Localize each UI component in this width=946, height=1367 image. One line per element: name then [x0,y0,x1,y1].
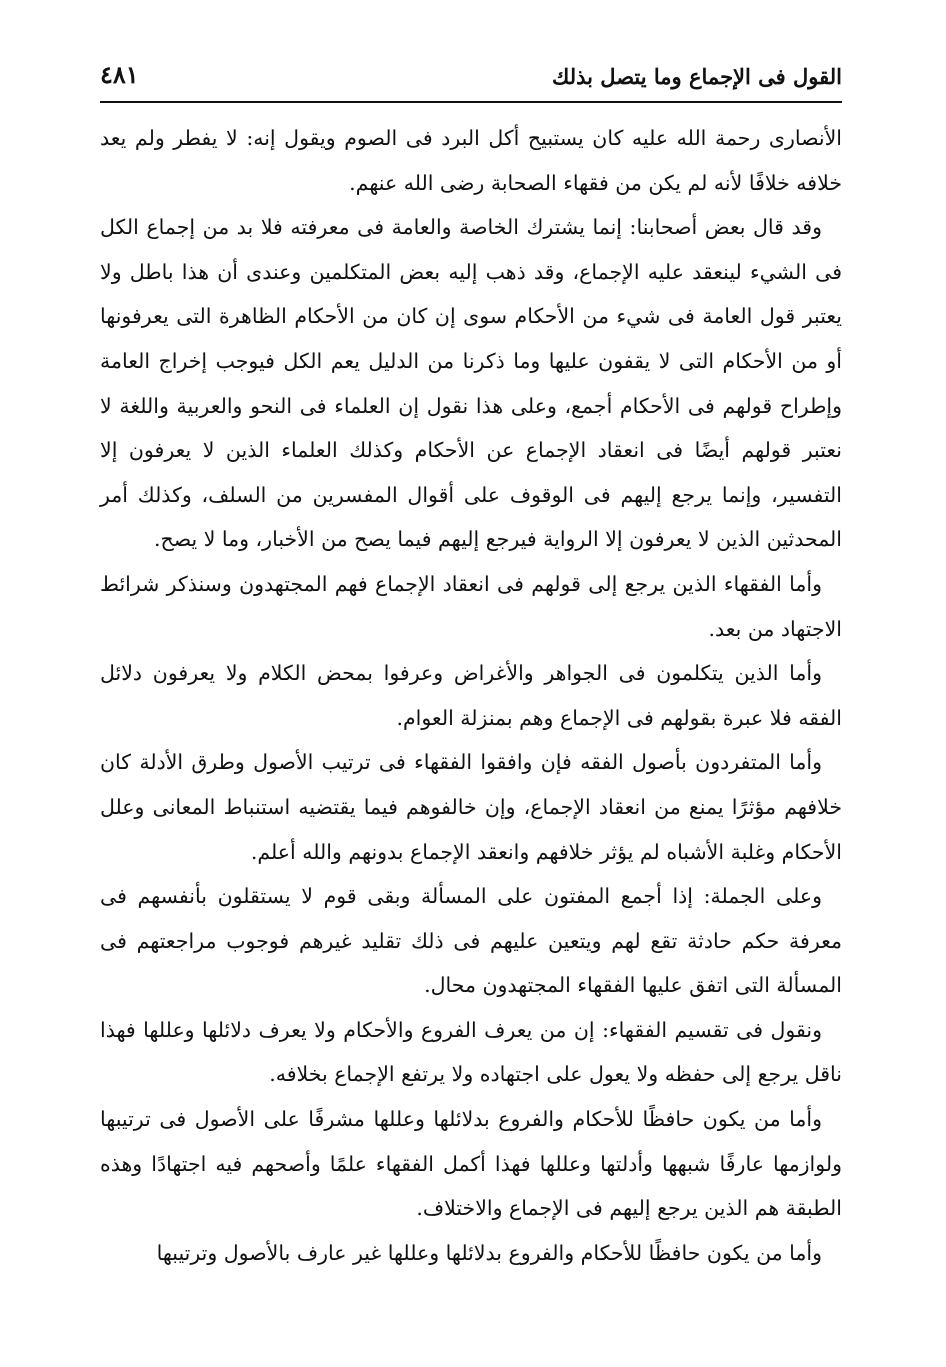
paragraph: الأنصارى رحمة الله عليه كان يستبيح أكل البرد فى الصوم ويقول إنه: لا يفطر ولم يعد خلافه خلافًا لأنه لم يكن من فقهاء الصحابة رضى الله عنهم. [100,126,842,195]
paragraph: وأما المتفردون بأصول الفقه فإن وافقوا الفقهاء فى ترتيب الأصول وطرق الأدلة كان خلافهم مؤثرًا يمنع من انعقاد الإجماع، وإن خالفوهم فيما يقتضيه استنباط المعانى وعلل الأحكام وغلبة الأشباه لم يؤثر خلافهم وانعقد الإجماع بدونهم والله أعلم. [100,750,842,864]
running-title: القول فى الإجماع وما يتصل بذلك [552,64,842,89]
paragraph: ونقول فى تقسيم الفقهاء: إن من يعرف الفروع والأحكام ولا يعرف دلائلها وعللها فهذا ناقل يرجع إلى حفظه ولا يعول على اجتهاده ولا يرتفع الإجماع بخلافه. [100,1017,842,1087]
paragraph: وأما من يكون حافظًا للأحكام والفروع بدلائلها وعللها مشرفًا على الأصول فى ترتيبها ولوازمها عارفًا شبهها وأدلتها وعللها فهذا أكمل الفقهاء علمًا وأصحهم فيه اجتهادًا وهذه الطبقة هم الذين يرجع إليهم فى الإجماع والاختلاف. [100,1107,842,1221]
paragraph: وقد قال بعض أصحابنا: إنما يشترك الخاصة والعامة فى معرفته فلا بد من إجماع الكل فى الشيء لينعقد عليه الإجماع، وقد ذهب إليه بعض المتكلمين وعندى أن هذا باطل ولا يعتبر قول العامة فى شيء من الأحكام سوى إن كان من الأحكام الظاهرة التى يعرفونها أو من الأحكام التى لا يقفون عليها وما ذكرنا من الدليل يعم الكل فيوجب إخراج العامة وإطراح قولهم فى الأحكام أجمع، وعلى هذا نقول إن العلماء فى النحو والعربية واللغة لا نعتبر قولهم أيضًا فى انعقاد الإجماع عن الأحكام وكذلك العلماء الذين لا يعرفون إلا التفسير، وإنما يرجع إليهم فى الوقوف على أقوال المفسرين من السلف، وكذلك أمر المحدثين الذين لا يعرفون إلا الرواية فيرجع إليهم فيما يصح من الأخبار، وما لا يصح. [100,215,842,552]
paragraph: وأما الذين يتكلمون فى الجواهر والأغراض وعرفوا بمحض الكلام ولا يعرفون دلائل الفقه فلا عبرة بقولهم فى الإجماع وهم بمنزلة العوام. [100,661,842,730]
header-rule [100,101,842,103]
page-number: ٤٨١ [100,60,139,89]
body-text [100,116,842,1275]
paragraph: وعلى الجملة: إذا أجمع المفتون على المسألة وبقى قوم لا يستقلون بأنفسهم فى معرفة حكم حادثة تقع لهم ويتعين عليهم فى ذلك تقليد غيرهم فوجوب مراجعتهم فى المسألة التى اتفق عليها الفقهاء المجتهدون محال. [100,884,842,998]
paragraph: وأما الفقهاء الذين يرجع إلى قولهم فى انعقاد الإجماع فهم المجتهدون وسنذكر شرائط الاجتهاد من بعد. [100,571,842,641]
page-header [100,58,842,98]
paragraph: وأما من يكون حافظًا للأحكام والفروع بدلائلها وعللها غير عارف بالأصول وترتيبها [156,1240,822,1265]
